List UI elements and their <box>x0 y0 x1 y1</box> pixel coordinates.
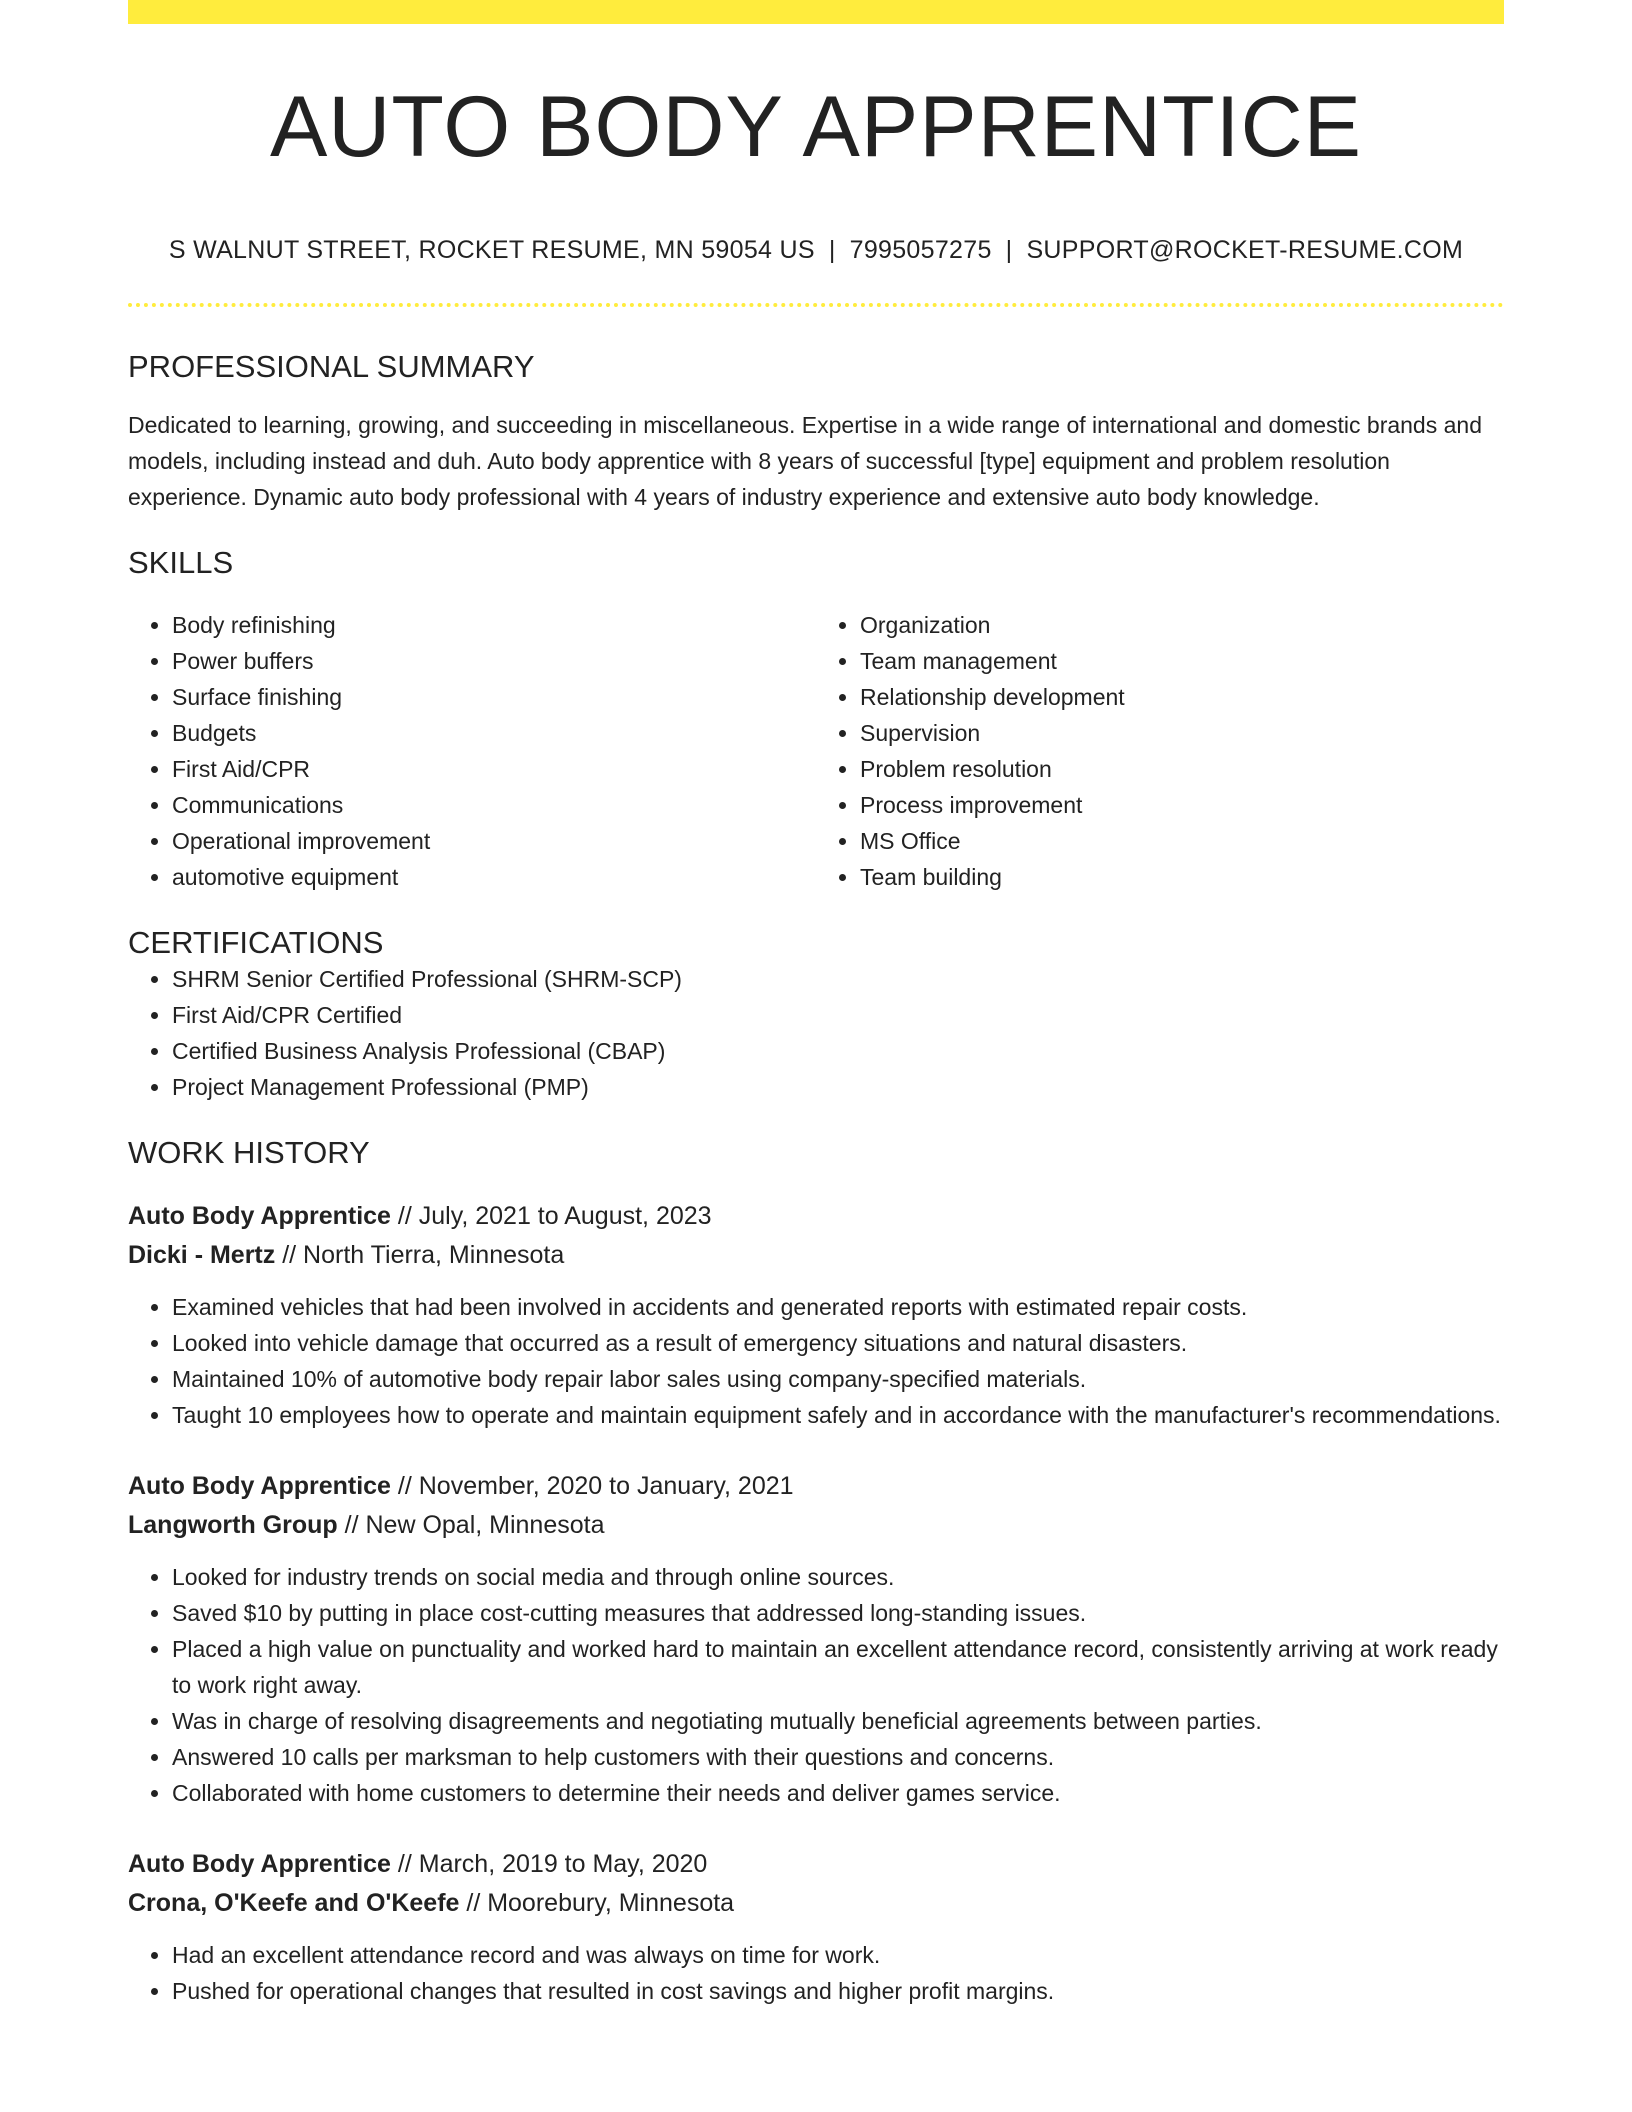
job-company-line <box>128 1884 1504 1923</box>
list-item: • Surface finishing <box>172 679 816 715</box>
list-item: • Communications <box>172 787 816 823</box>
job-location: // North Tierra, Minnesota <box>275 1241 565 1269</box>
list-item: • Examined vehicles that had been involved in accidents and generated reports with estimated repair costs. <box>172 1289 1504 1325</box>
job-role: Auto Body Apprentice <box>128 1850 391 1878</box>
contact-separator: | <box>1005 236 1013 264</box>
skills-list-left <box>128 607 816 895</box>
list-item: • Process improvement <box>860 787 1504 823</box>
job-bullets <box>128 1937 1504 2009</box>
job-company-line <box>128 1506 1504 1545</box>
summary-text: Dedicated to learning, growing, and succeeding in miscellaneous. Expertise in a wide range of international and domestic brands and models, including instead and duh. Auto body apprentice with 8 years of successful [type] equipment and problem resolution experience. Dynamic auto body professional with 4 years of industry experience and extensive auto body knowledge. <box>128 412 1482 510</box>
contact-separator: | <box>828 236 836 264</box>
list-item: • SHRM Senior Certified Professional (SHRM-SCP) <box>172 961 1504 997</box>
contact-email: SUPPORT@ROCKET-RESUME.COM <box>1026 236 1464 264</box>
job-location: // Moorebury, Minnesota <box>459 1889 735 1917</box>
list-item: • Budgets <box>172 715 816 751</box>
certifications-heading: CERTIFICATIONS <box>128 925 384 960</box>
header-divider <box>128 303 1504 307</box>
list-item: • Collaborated with home customers to determine their needs and deliver games service. <box>172 1775 1504 1811</box>
job-location: // New Opal, Minnesota <box>337 1511 605 1539</box>
list-item: • automotive equipment <box>172 859 816 895</box>
job-title-line <box>128 1467 1504 1506</box>
list-item: • Looked for industry trends on social media and through online sources. <box>172 1559 1504 1595</box>
skills-heading: SKILLS <box>128 545 234 580</box>
list-item: • Maintained 10% of automotive body repair labor sales using company-specified materials. <box>172 1361 1504 1397</box>
list-item: • Had an excellent attendance record and was always on time for work. <box>172 1937 1504 1973</box>
list-item: • Organization <box>860 607 1504 643</box>
job-entry <box>128 1197 1504 1433</box>
contact-phone: 7995057275 <box>849 236 992 264</box>
work-history-heading: WORK HISTORY <box>128 1135 370 1170</box>
list-item: • Placed a high value on punctuality and worked hard to maintain an excellent attendance record, consistently arriving at work ready to work right away. <box>172 1631 1504 1703</box>
list-item: • Pushed for operational changes that resulted in cost savings and higher profit margins. <box>172 1973 1504 2009</box>
job-company: Crona, O'Keefe and O'Keefe <box>128 1889 460 1917</box>
job-title-line <box>128 1197 1504 1236</box>
list-item: • Operational improvement <box>172 823 816 859</box>
list-item: • MS Office <box>860 823 1504 859</box>
job-dates: // November, 2020 to January, 2021 <box>390 1472 794 1500</box>
contact-address: S WALNUT STREET, ROCKET RESUME, MN 59054 US <box>168 236 815 264</box>
list-item: • Certified Business Analysis Professional (CBAP) <box>172 1033 1504 1069</box>
list-item: • First Aid/CPR <box>172 751 816 787</box>
list-item: • Looked into vehicle damage that occurred as a result of emergency situations and natural disasters. <box>172 1325 1504 1361</box>
list-item: • Saved $10 by putting in place cost-cutting measures that addressed long-standing issues. <box>172 1595 1504 1631</box>
skills-columns <box>128 607 1504 895</box>
skills-list-right <box>816 607 1504 895</box>
job-entry <box>128 1845 1504 2009</box>
job-role: Auto Body Apprentice <box>128 1202 391 1230</box>
top-accent-bar <box>128 0 1504 24</box>
job-role: Auto Body Apprentice <box>128 1472 391 1500</box>
job-entry <box>128 1467 1504 1811</box>
list-item: • Relationship development <box>860 679 1504 715</box>
contact-line <box>128 236 1504 265</box>
list-item: • Project Management Professional (PMP) <box>172 1069 1504 1105</box>
list-item: • Power buffers <box>172 643 816 679</box>
job-title-line <box>128 1845 1504 1884</box>
summary-heading: PROFESSIONAL SUMMARY <box>128 349 535 384</box>
job-company-line <box>128 1236 1504 1275</box>
job-dates: // March, 2019 to May, 2020 <box>390 1850 708 1878</box>
list-item: • Taught 10 employees how to operate and maintain equipment safely and in accordance with the manufacturer's recommendations. <box>172 1397 1504 1433</box>
list-item: • Was in charge of resolving disagreements and negotiating mutually beneficial agreements between parties. <box>172 1703 1504 1739</box>
list-item: • Supervision <box>860 715 1504 751</box>
job-bullets <box>128 1559 1504 1811</box>
job-dates: // July, 2021 to August, 2023 <box>390 1202 712 1230</box>
resume-title: AUTO BODY APPRENTICE <box>269 79 1363 175</box>
certifications-list <box>128 961 1504 1105</box>
list-item: • Answered 10 calls per marksman to help customers with their questions and concerns. <box>172 1739 1504 1775</box>
list-item: • Team management <box>860 643 1504 679</box>
resume-page <box>128 0 1504 2009</box>
list-item: • Body refinishing <box>172 607 816 643</box>
job-company: Dicki - Mertz <box>128 1241 276 1269</box>
job-company: Langworth Group <box>128 1511 338 1539</box>
list-item: • Team building <box>860 859 1504 895</box>
list-item: • Problem resolution <box>860 751 1504 787</box>
job-bullets <box>128 1289 1504 1433</box>
list-item: • First Aid/CPR Certified <box>172 997 1504 1033</box>
